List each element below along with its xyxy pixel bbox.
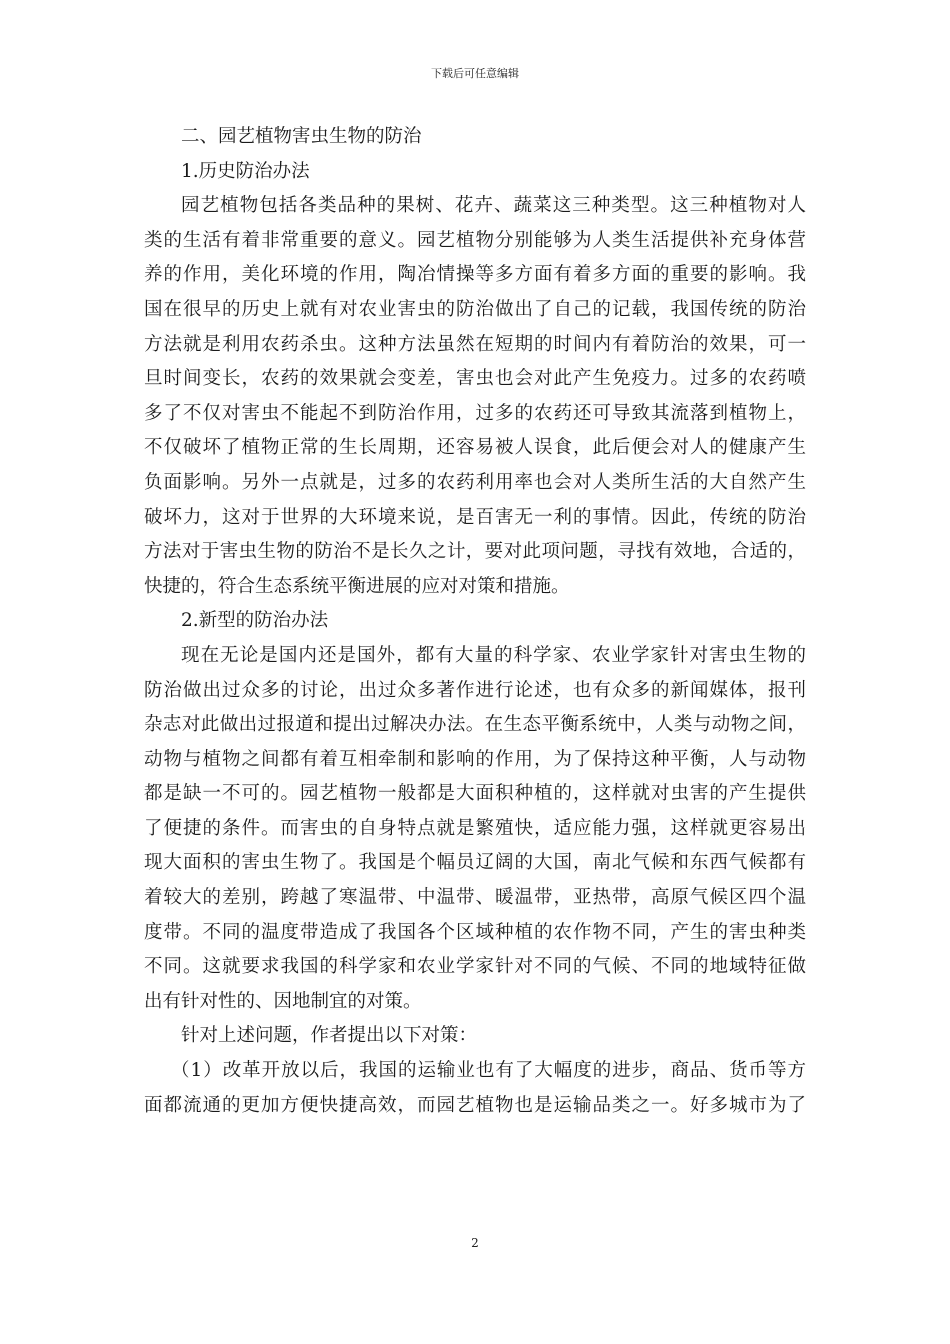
paragraph-line: 度带。不同的温度带造成了我国各个区域种植的农作物不同，产生的害虫种类 [144, 921, 806, 943]
paragraph-line: 方法就是利用农药杀虫。这种方法虽然在短期的时间内有着防治的效果，可一 [144, 333, 806, 355]
paragraph-line: 都是缺一不可的。园艺植物一般都是大面积种植的，这样就对虫害的产生提供 [144, 783, 806, 805]
paragraph-line: 负面影响。另外一点就是，过多的农药利用率也会对人类所生活的大自然产生 [144, 471, 806, 493]
paragraph-line: 方法对于害虫生物的防治不是长久之计，要对此项问题，寻找有效地，合适的， [144, 541, 806, 563]
paragraph-line: 着较大的差别，跨越了寒温带、中温带、暖温带，亚热带，高原气候区四个温 [144, 887, 806, 909]
paragraph-line: 针对上述问题，作者提出以下对策： [181, 1025, 478, 1047]
paragraph-line: 防治做出过众多的讨论，出过众多著作进行论述，也有众多的新闻媒体，报刊 [144, 679, 806, 701]
paragraph-line: 现在无论是国内还是国外，都有大量的科学家、农业学家针对害虫生物的 [181, 644, 806, 666]
paragraph-line: 面都流通的更加方便快捷高效，而园艺植物也是运输品类之一。好多城市为了 [144, 1094, 806, 1116]
paragraph-line: （1）改革开放以后，我国的运输业也有了大幅度的进步，商品、货币等方 [171, 1060, 806, 1082]
paragraph-line: 快捷的，符合生态系统平衡进展的应对对策和措施。 [144, 575, 570, 597]
section-heading: 二、园艺植物害虫生物的防治 [181, 126, 422, 147]
paragraph-line: 不仅破坏了植物正常的生长周期，还容易被人误食，此后便会对人的健康产生 [144, 437, 806, 459]
document-body [144, 120, 806, 1123]
subsection-heading: 2.新型的防治办法 [181, 610, 329, 632]
paragraph-line: 不同。这就要求我国的科学家和农业学家针对不同的气候、不同的地域特征做 [144, 956, 806, 978]
paragraph-line: 国在很早的历史上就有对农业害虫的防治做出了自己的记载，我国传统的防治 [144, 298, 806, 320]
paragraph-line: 破坏力，这对于世界的大环境来说，是百害无一利的事情。因此，传统的防治 [144, 506, 806, 528]
page-number: 2 [471, 1236, 479, 1250]
paragraph-line: 园艺植物包括各类品种的果树、花卉、蔬菜这三种类型。这三种植物对人 [181, 195, 806, 217]
paragraph-line: 杂志对此做出过报道和提出过解决办法。在生态平衡系统中，人类与动物之间， [144, 714, 806, 736]
paragraph-line: 动物与植物之间都有着互相牵制和影响的作用，为了保持这种平衡，人与动物 [144, 748, 806, 770]
paragraph-line: 现大面积的害虫生物了。我国是个幅员辽阔的大国，南北气候和东西气候都有 [144, 852, 806, 874]
paragraph-line: 养的作用，美化环境的作用，陶冶情操等多方面有着多方面的重要的影响。我 [144, 264, 806, 286]
subsection-heading: 1.历史防治办法 [181, 160, 310, 182]
paragraph-line: 旦时间变长，农药的效果就会变差，害虫也会对此产生免疫力。过多的农药喷 [144, 368, 806, 390]
paragraph-line: 多了不仅对害虫不能起不到防治作用，过多的农药还可导致其流落到植物上， [144, 402, 806, 424]
paragraph-line: 类的生活有着非常重要的意义。园艺植物分别能够为人类生活提供补充身体营 [144, 229, 806, 251]
paragraph-line: 了便捷的条件。而害虫的自身特点就是繁殖快，适应能力强，这样就更容易出 [144, 817, 806, 839]
paragraph-line: 出有针对性的、因地制宜的对策。 [144, 990, 422, 1012]
page-header: 下载后可任意编辑 [431, 67, 519, 80]
